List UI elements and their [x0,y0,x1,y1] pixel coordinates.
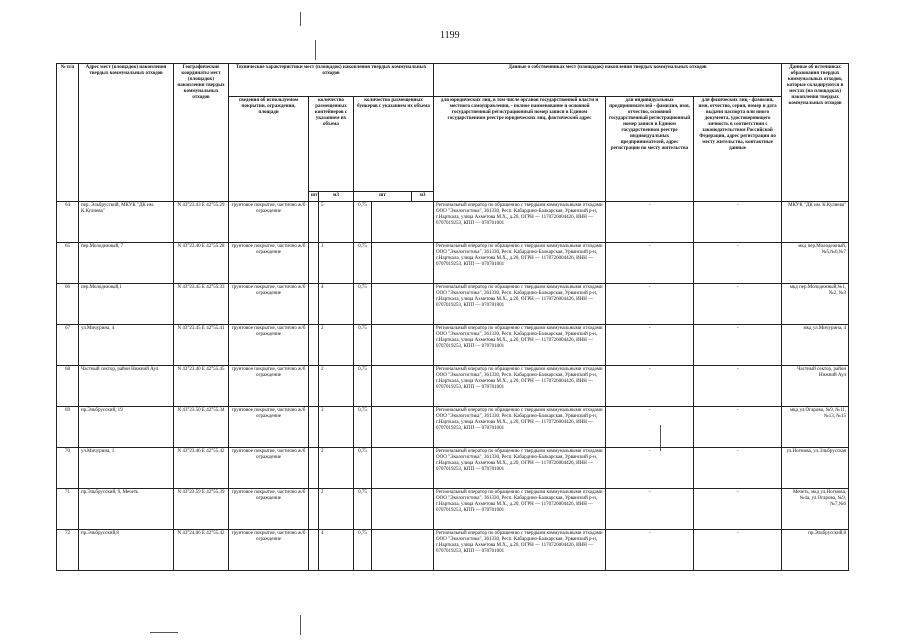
cell-individual: - [694,530,782,571]
cell-bunker-qty [372,202,434,243]
cell-bunker-qty [372,243,434,284]
cell-address: пр.Эльбрусский, 9, Мечеть [79,489,174,530]
cell-individual: - [694,243,782,284]
cell-num: 64 [57,202,79,243]
cell-coords: N 43°23.50 E 42°55.34 [174,407,229,448]
cell-surface: грунтовое покрытие, частично ж/б ограждение [229,202,309,243]
cell-individual: - [694,489,782,530]
cell-source: мкд пер.Молодежный, №5,№6,№7 [782,243,849,284]
cell-surface: грунтовое покрытие, частично ж/б ограждение [229,489,309,530]
unit-containers-pcs: шт [309,192,319,202]
cell-entrepreneur: - [606,284,694,325]
cell-num: 65 [57,243,79,284]
cell-entrepreneur: - [606,325,694,366]
unit-containers-m3: м3 [319,192,354,202]
cell-entrepreneur: - [606,243,694,284]
cell-coords: N 43°23.43 E 42°55.29 [174,202,229,243]
cell-address: пр.Эльбрусский, 19 [79,407,174,448]
table-row [57,284,849,325]
cell-container-vol: 0,75 [354,489,372,530]
cell-container-qty: 2 [319,325,354,366]
cell-coords: N 43°23.59 E 42°55.39 [174,489,229,530]
cell-container-qty: 2 [319,366,354,407]
cell-num: 72 [57,530,79,571]
cell-source: МКУК "ДК им. К.Кулиева" [782,202,849,243]
cell-surface: грунтовое покрытие, частично ж/б ограждение [229,530,309,571]
header-address: Адрес мест (площадок) накопления твердых коммунальных отходов [79,64,174,202]
cell-container-vol: 0,75 [354,448,372,489]
cell-surface: грунтовое покрытие, частично ж/б ограждение [229,366,309,407]
cell-container-vol: 0,75 [354,243,372,284]
cell-container-vol: 0,75 [354,284,372,325]
scan-mark [315,40,316,60]
scan-mark [300,12,301,26]
cell-container-vol: 0,75 [354,530,372,571]
cell-container-qty: 4 [319,284,354,325]
header-bunkers: количество размещенных бункеров с указанием их объема [354,97,434,192]
cell-owner: Региональный оператор по обращению с твердыми коммунальными отходами ООО "Экологистика", 361330, Респ. Кабардино-Балкарская, Урванский р-н, г.Нарткала, улица Ахметова М.Х., д.20, ОГРН — 1170726004426, ИНН — 0707019253, КПП — 070701001 [434,243,606,284]
cell-gap [309,366,319,407]
cell-gap [309,489,319,530]
cell-gap [309,284,319,325]
table-row [57,530,849,571]
header-containers: количество размещенных контейнеров с указанием их объема [309,97,354,192]
header-legal: для юридических лиц, в том числе органов государственной власти и местного самоуправления, - полное наименование и основной государственный регистрационный номер записи в Едином государственном реестре юридических лиц, фактический адрес [434,97,606,202]
cell-gap [309,530,319,571]
cell-container-vol: 0,75 [354,366,372,407]
header-surface: сведения об используемом покрытии, ограждении, площади [229,97,309,202]
cell-coords: N 43°23.45 E 42°55.33 [174,284,229,325]
cell-container-qty: 3 [319,407,354,448]
cell-num: 71 [57,489,79,530]
header-coords: Географические координаты мест (площадок) накопления твердых коммунальных отходов [174,64,229,202]
cell-individual: - [694,448,782,489]
header-individual: для физических лиц - фамилия, имя, отчество, серия, номер и дата выдачи паспорта или иного документа, удостоверяющего личность в соответствии с законодательством Российской Федерации, адрес регистрации по месту жительства, контактные данные [694,97,782,202]
cell-container-qty: 4 [319,530,354,571]
cell-container-vol: 0,75 [354,202,372,243]
cell-entrepreneur: - [606,202,694,243]
cell-address: пр.Эльбрусский,8 [79,530,174,571]
unit-bunkers-m3: м3 [412,192,434,202]
cell-container-qty: 2 [319,448,354,489]
cell-coords: N 43°24.06 E 42°55.42 [174,530,229,571]
table-row [57,366,849,407]
cell-source: мкд пер.Молодежный,№1, №2, №3 [782,284,849,325]
cell-address: пер.Молодежный, 7 [79,243,174,284]
header-owner: Данные о собственниках мест (площадок) накопления твердых коммунальных отходов [434,64,782,97]
cell-coords: N 43°23.46 E 42°55.42 [174,448,229,489]
cell-surface: грунтовое покрытие, частично ж/б ограждение [229,407,309,448]
cell-num: 68 [57,366,79,407]
cell-container-vol: 0,75 [354,325,372,366]
cell-owner: Региональный оператор по обращению с твердыми коммунальными отходами ООО "Экологистика", 361330, Респ. Кабардино-Балкарская, Урванский р-н, г.Нарткала, улица Ахметова М.Х., д.20, ОГРН — 1170726004426, ИНН — 0707019253, КПП — 070701001 [434,284,606,325]
cell-entrepreneur: - [606,530,694,571]
cell-num: 69 [57,407,79,448]
cell-container-vol: 0,75 [354,407,372,448]
cell-individual: - [694,202,782,243]
scan-mark [300,615,301,635]
cell-owner: Региональный оператор по обращению с твердыми коммунальными отходами ООО "Экологистика", 361330, Респ. Кабардино-Балкарская, Урванский р-н, г.Нарткала, улица Ахметова М.Х., д.20, ОГРН — 1170726004426, ИНН — 0707019253, КПП — 070701001 [434,448,606,489]
cell-bunker-qty [372,448,434,489]
page-number: 1199 [440,30,460,41]
table-row [57,448,849,489]
cell-entrepreneur: - [606,489,694,530]
registry-table [56,63,849,571]
cell-entrepreneur: - [606,448,694,489]
cell-entrepreneur: - [606,407,694,448]
table-row [57,489,849,530]
cell-coords: N 43°23.45 E 42°55.41 [174,325,229,366]
cell-individual: - [694,284,782,325]
cell-surface: грунтовое покрытие, частично ж/б ограждение [229,284,309,325]
cell-bunker-qty [372,530,434,571]
cell-coords: N 43°23.40 E 42°55.45 [174,366,229,407]
cell-owner: Региональный оператор по обращению с твердыми коммунальными отходами ООО "Экологистика", 361330, Респ. Кабардино-Балкарская, Урванский р-н, г.Нарткала, улица Ахметова М.Х., д.20, ОГРН — 1170726004426, ИНН — 0707019253, КПП — 070701001 [434,530,606,571]
cell-owner: Региональный оператор по обращению с твердыми коммунальными отходами ООО "Экологистика", 361330, Респ. Кабардино-Балкарская, Урванский р-н, г.Нарткала, улица Ахметова М.Х., д.20, ОГРН — 1170726004426, ИНН — 0707019253, КПП — 070701001 [434,366,606,407]
cell-address: ул.Мичурина, 1 [79,448,174,489]
cell-bunker-qty [372,325,434,366]
cell-bunker-qty [372,407,434,448]
unit-bunkers-pcs: шт [354,192,412,202]
scan-mark [150,632,178,633]
cell-owner: Региональный оператор по обращению с твердыми коммунальными отходами ООО "Экологистика", 361330, Респ. Кабардино-Балкарская, Урванский р-н, г.Нарткала, улица Ахметова М.Х., д.20, ОГРН — 1170726004426, ИНН — 0707019253, КПП — 070701001 [434,489,606,530]
cell-source: пр.Эльбрусский,8 [782,530,849,571]
cell-address: ул.Мичурина, 4 [79,325,174,366]
cell-coords: N 43°23.40 E 42°55.28 [174,243,229,284]
cell-surface: грунтовое покрытие, частично ж/б ограждение [229,243,309,284]
cell-owner: Региональный оператор по обращению с твердыми коммунальными отходами ООО "Экологистика", 361330, Респ. Кабардино-Балкарская, Урванский р-н, г.Нарткала, улица Ахметова М.Х., д.20, ОГРН — 1170726004426, ИНН — 0707019253, КПП — 070701001 [434,325,606,366]
table-row [57,243,849,284]
cell-source: мкд ул.Огарова, №9, №11, №13, №15 [782,407,849,448]
cell-owner: Региональный оператор по обращению с твердыми коммунальными отходами ООО "Экологистика", 361330, Респ. Кабардино-Балкарская, Урванский р-н, г.Нарткала, улица Ахметова М.Х., д.20, ОГРН — 1170726004426, ИНН — 0707019253, КПП — 070701001 [434,202,606,243]
cell-owner: Региональный оператор по обращению с твердыми коммунальными отходами ООО "Экологистика", 361330, Респ. Кабардино-Балкарская, Урванский р-н, г.Нарткала, улица Ахметова М.Х., д.20, ОГРН — 1170726004426, ИНН — 0707019253, КПП — 070701001 [434,407,606,448]
cell-num: 67 [57,325,79,366]
cell-surface: грунтовое покрытие, частично ж/б ограждение [229,325,309,366]
header-entrepreneur: для индивидуальных предпринимателей - фамилия, имя, отчество, основной государственный регистрационный номер записи в Едином государственном реестре индивидуальных предпринимателей, адрес регистрации по месту жительства [606,97,694,202]
table-row [57,202,849,243]
cell-individual: - [694,325,782,366]
cell-bunker-qty [372,366,434,407]
cell-address: Частный сектор, район Нижний Аул [79,366,174,407]
cell-surface: грунтовое покрытие, частично ж/б ограждение [229,448,309,489]
cell-gap [309,202,319,243]
cell-source: Частный сектор, район Нижний Аул [782,366,849,407]
cell-container-qty: 5 [319,202,354,243]
cell-address: пер.Молодежный,1 [79,284,174,325]
cell-source: Мечеть, мкд ул.Ногмова, №4а, ул.Огарова, №9, №7,№6 [782,489,849,530]
header-num: № п/п [57,64,79,202]
cell-individual: - [694,407,782,448]
header-tech: Технические характеристики мест (площадок) накопления твердых коммунальных отходов [229,64,434,97]
cell-container-qty: 1 [319,243,354,284]
cell-entrepreneur: - [606,366,694,407]
cell-gap [309,325,319,366]
cell-individual: - [694,366,782,407]
cell-num: 70 [57,448,79,489]
header-sources: Данные об источниках образования твердых коммунальных отходов, которые складируются в местах (на площадках) накопления твердых коммунальных отходов [782,64,849,202]
cell-source: мкд ул.Мичурина, 4 [782,325,849,366]
cell-gap [309,243,319,284]
cell-num: 66 [57,284,79,325]
cell-address: пер. Эльбрусский, МКУК "ДК им. К.Кулиева" [79,202,174,243]
cell-gap [309,407,319,448]
cell-source: ул.Ногмова, ул.Эльбрусская [782,448,849,489]
table-row [57,407,849,448]
cell-container-qty: 2 [319,489,354,530]
cell-bunker-qty [372,284,434,325]
table-row [57,325,849,366]
cell-gap [309,448,319,489]
cell-bunker-qty [372,489,434,530]
